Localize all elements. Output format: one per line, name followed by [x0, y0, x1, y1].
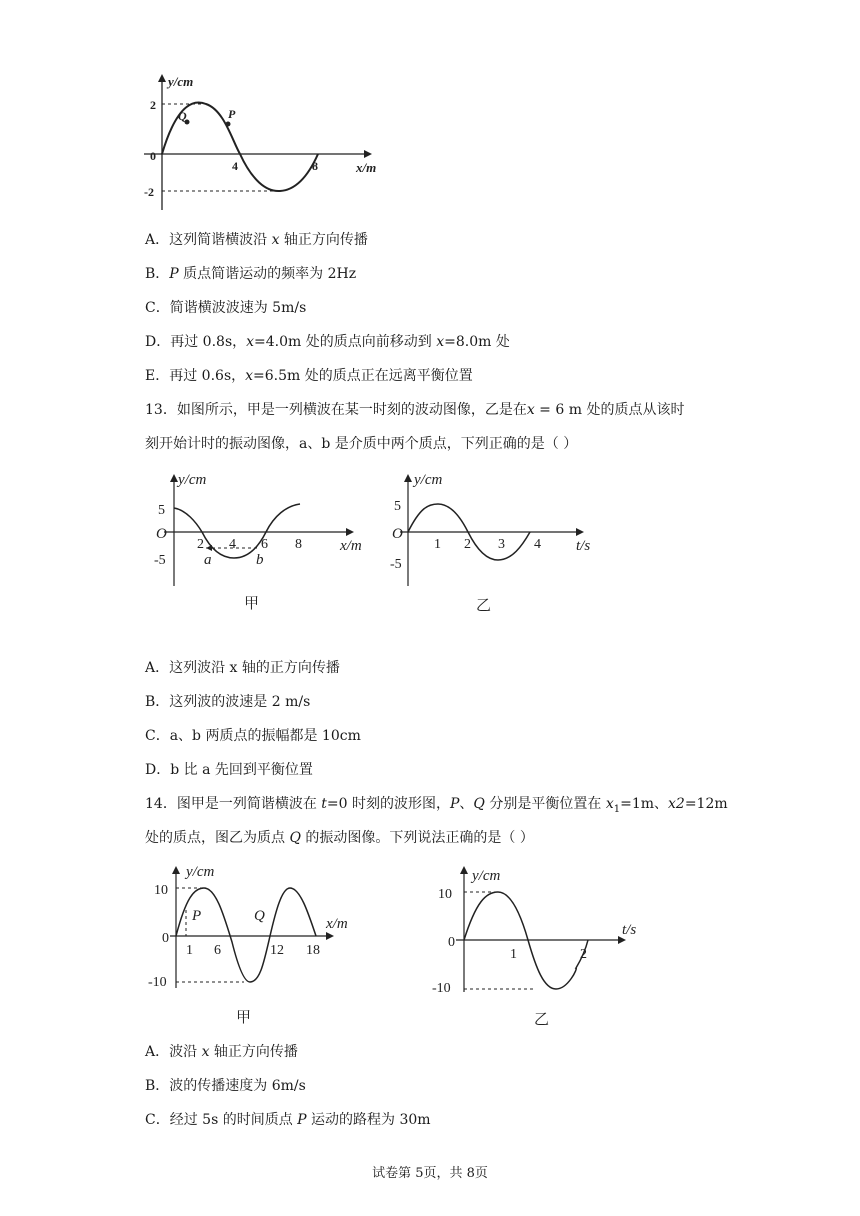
q12-xlabel: x/m: [356, 160, 377, 175]
q14-yi-tick-x-1: 1: [510, 947, 517, 962]
q13-option-c: C．a、b 两质点的振幅都是 10cm: [145, 728, 361, 744]
q14-yi-caption: 乙: [534, 1012, 550, 1028]
q13-yi-origin: O: [392, 526, 403, 542]
q12-tick-y-2: 2: [150, 98, 156, 112]
page-footer: 试卷第 5页，共 8页: [372, 1166, 488, 1181]
q12-option-a: A．这列简谐横波沿 x 轴正方向传播: [145, 232, 368, 248]
q14-jia-xlabel: x/m: [326, 916, 348, 932]
q14-jia-tick-y-neg10: -10: [148, 975, 167, 990]
q14-yi-vibration-graph: [424, 862, 654, 1032]
q13-jia-tick-x-4: 4: [229, 537, 236, 552]
q13-jia-point-a: a: [204, 552, 212, 568]
q13-option-a: A．这列波沿 x 轴的正方向传播: [145, 660, 340, 676]
q13-yi-tick-y-5: 5: [394, 499, 401, 514]
q14-yi-tick-x-2: 2: [580, 947, 587, 962]
q13-jia-wave-graph: [150, 468, 380, 618]
q14-yi-tick-y-10: 10: [438, 887, 452, 902]
q13-jia-tick-x-6: 6: [261, 537, 268, 552]
q12-option-c: C．简谐横波波速为 5m/s: [145, 300, 307, 316]
q14-yi-ylabel: y/cm: [472, 868, 501, 884]
q13-yi-tick-x-3: 3: [498, 537, 505, 552]
q14-jia-tick-y-0: 0: [162, 931, 169, 946]
q14-jia-tick-x-6: 6: [214, 943, 221, 958]
q13-jia-origin: O: [156, 526, 167, 542]
q14-jia-tick-y-10: 10: [154, 883, 168, 898]
q13-jia-caption: 甲: [244, 596, 260, 612]
q13-yi-ylabel: y/cm: [414, 472, 443, 488]
q13-jia-tick-x-2: 2: [197, 537, 204, 552]
q12-point-p: P: [228, 107, 236, 121]
q13-yi-xlabel: t/s: [576, 538, 591, 554]
q14-jia-ylabel: y/cm: [186, 864, 215, 880]
q12-option-d: D．再过 0.8s，x=4.0m 处的质点向前移动到 x=8.0m 处: [145, 334, 510, 350]
q12-tick-x-4: 4: [232, 159, 238, 173]
q12-tick-y-neg2: -2: [144, 185, 154, 199]
q12-option-e: E．再过 0.6s，x=6.5m 处的质点正在远离平衡位置: [145, 368, 473, 384]
q14-stem-line1: 14．图甲是一列简谐横波在 t=0 时刻的波形图，P、Q 分别是平衡位置在 $x_1=1m$、x2=12m: [145, 796, 728, 815]
q13-stem-line1: 13．如图所示，甲是一列横波在某一时刻的波动图像，乙是在x = 6 m 处的质点从该时: [145, 402, 685, 418]
q13-stem-line2: 刻开始计时的振动图像，a、b 是介质中两个质点，下列正确的是（ ）: [145, 436, 578, 452]
q14-jia-point-q: Q: [254, 908, 265, 924]
q13-yi-tick-x-4: 4: [534, 537, 541, 552]
q12-option-b: B．P 质点简谐运动的频率为 2Hz: [145, 266, 357, 282]
q14-jia-caption: 甲: [236, 1010, 252, 1026]
q14-jia-tick-x-1: 1: [186, 943, 193, 958]
q13-yi-tick-x-1: 1: [434, 537, 441, 552]
q12-ylabel: y/cm: [168, 74, 194, 89]
q13-yi-caption: 乙: [476, 598, 492, 614]
q13-jia-xlabel: x/m: [340, 538, 362, 554]
q12-origin: 0: [150, 149, 156, 163]
q13-jia-tick-y-5: 5: [158, 503, 165, 518]
q12-point-q: Q: [178, 109, 187, 123]
q13-yi-vibration-graph: [384, 468, 614, 618]
q14-yi-xlabel: t/s: [622, 922, 637, 938]
q14-yi-tick-y-neg10: -10: [432, 981, 451, 996]
q14-option-c: C．经过 5s 的时间质点 P 运动的路程为 30m: [145, 1112, 431, 1128]
q13-jia-ylabel: y/cm: [178, 472, 207, 488]
q13-option-b: B．这列波的波速是 2 m/s: [145, 694, 311, 710]
q14-option-a: A．波沿 x 轴正方向传播: [145, 1044, 298, 1060]
q13-option-d: D．b 比 a 先回到平衡位置: [145, 762, 313, 778]
q14-jia-tick-x-18: 18: [306, 943, 320, 958]
q12-tick-x-8: 8: [312, 159, 318, 173]
q13-yi-tick-y-neg5: -5: [390, 557, 402, 572]
q13-jia-point-b: b: [256, 552, 264, 568]
q14-stem-line2: 处的质点，图乙为质点 Q 的振动图像。下列说法正确的是（ ）: [145, 830, 534, 846]
q14-option-b: B．波的传播速度为 6m/s: [145, 1078, 306, 1094]
q14-jia-wave-graph: [140, 862, 380, 1032]
q13-jia-tick-x-8: 8: [295, 537, 302, 552]
q14-jia-tick-x-12: 12: [270, 943, 284, 958]
q14-jia-point-p: P: [192, 908, 202, 924]
q13-jia-tick-y-neg5: -5: [154, 553, 166, 568]
q14-yi-tick-y-0: 0: [448, 935, 455, 950]
q12-wave-graph: [140, 60, 390, 220]
q13-yi-tick-x-2: 2: [464, 537, 471, 552]
